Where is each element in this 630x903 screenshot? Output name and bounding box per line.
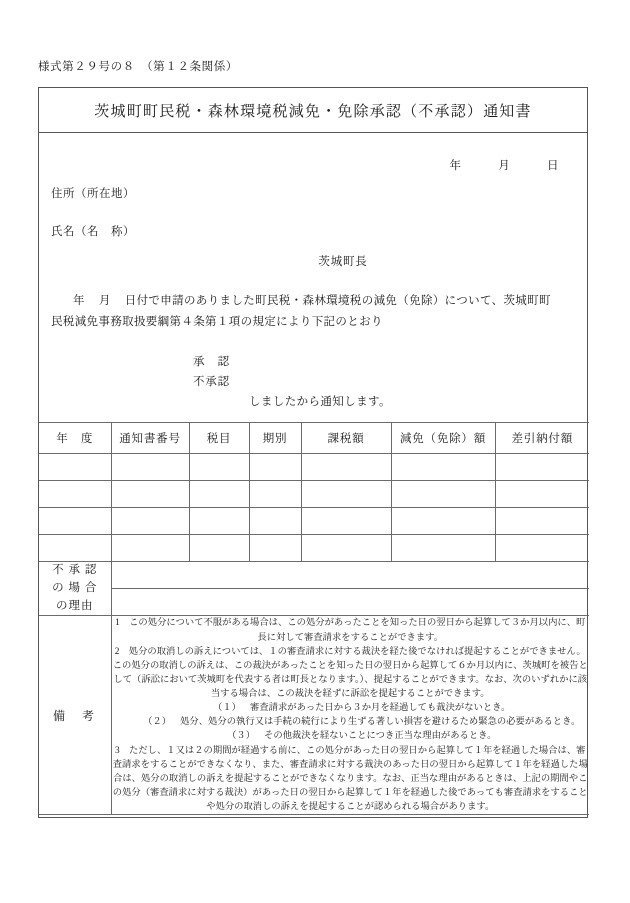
cell-notice-number[interactable]	[111, 481, 189, 508]
cell-net-payable[interactable]	[495, 454, 589, 481]
reason-label-line2: の 場 合	[52, 581, 98, 594]
document-frame	[38, 87, 588, 818]
body-region	[39, 157, 587, 412]
col-header-tax-amount: 課税額	[301, 423, 391, 454]
remarks-subitem-1	[112, 701, 590, 715]
date-line	[51, 157, 575, 173]
cell-tax-amount[interactable]	[301, 535, 391, 562]
tax-reduction-table	[39, 422, 589, 815]
cell-net-payable[interactable]	[495, 535, 589, 562]
body-month-label: 月	[98, 295, 111, 307]
cell-period[interactable]	[249, 535, 301, 562]
remarks-item-3	[112, 744, 590, 815]
remarks-item-3-number: 3	[115, 745, 120, 756]
col-header-tax-item: 税目	[189, 423, 249, 454]
col-header-period: 期別	[249, 423, 301, 454]
cell-tax-amount[interactable]	[301, 454, 391, 481]
remarks-subitem-1-text: 審査請求があった日から３か月を経過しても裁決がないとき。	[250, 703, 511, 714]
col-header-reduction-amount: 減免（免除）額	[391, 423, 495, 454]
cell-year[interactable]	[39, 508, 111, 535]
table-row	[39, 481, 589, 508]
remarks-content	[111, 616, 589, 815]
cell-reduction-amount[interactable]	[391, 508, 495, 535]
disapproval-reason-row	[39, 562, 589, 589]
cell-period[interactable]	[249, 508, 301, 535]
cell-period[interactable]	[249, 481, 301, 508]
disapproval-reason-row	[39, 589, 589, 616]
cell-year[interactable]	[39, 535, 111, 562]
cell-notice-number[interactable]	[111, 535, 189, 562]
remarks-subitem-3-text: その他裁決を経ないことにつき正当な理由があるとき。	[264, 731, 497, 742]
table-row	[39, 508, 589, 535]
col-header-notice-number: 通知書番号	[111, 423, 189, 454]
cell-tax-amount[interactable]	[301, 481, 391, 508]
remarks-item-2	[112, 645, 590, 702]
address-label: 住所（所在地）	[51, 188, 135, 200]
cell-reduction-amount[interactable]	[391, 535, 495, 562]
cell-reduction-amount[interactable]	[391, 481, 495, 508]
remarks-item-3-text: ただし、１又は２の期間が経過する前に、この処分があった日の翌日から起算して１年を経過した場合は、審査請求をすることができなくなり、また、審査請求に対する裁決のあった日の翌日から起算して１年を経過した場合は、処分の取消しの訴えを提起することができなくなります。なお、正当な理由があるときは、上記の期間やこの処分（審査請求に対する裁決）があった日の翌日から起算して１年を経過した後であっても審査請求をすることや処分の取消しの訴えを提起することが認められる場合があります。	[112, 745, 588, 813]
cell-net-payable[interactable]	[495, 508, 589, 535]
cell-tax-amount[interactable]	[301, 508, 391, 535]
cell-tax-item[interactable]	[189, 508, 249, 535]
page-title: 茨城町町民税・森林環境税減免・免除承認（不承認）通知書	[94, 103, 532, 120]
cell-tax-item[interactable]	[189, 535, 249, 562]
remarks-subitem-1-number: （１）	[213, 703, 241, 714]
cell-notice-number[interactable]	[111, 454, 189, 481]
disapproval-reason-value-2[interactable]	[111, 589, 589, 616]
remarks-item-1	[112, 616, 590, 644]
cell-tax-item[interactable]	[189, 481, 249, 508]
title-band	[39, 88, 587, 133]
cell-year[interactable]	[39, 481, 111, 508]
decision-closing: しましたから通知します。	[249, 395, 391, 408]
table-row	[39, 535, 589, 562]
remarks-item-2-text: 処分の取消しの訴えについては、１の審査請求に対する裁決を経た後でなければ提起することができません。この処分の取消しの訴えは、この裁決があったことを知った日の翌日から起算して６か月以内に、茨城町を被告として（訴訟において茨城町を代表する者は町長となります。）、提起することができます。なお、次のいずれかに該当する場合は、この裁決を経ずに訴訟を提起することができます。	[112, 646, 588, 700]
remarks-item-1-number: 1	[115, 618, 120, 629]
name-label: 氏名（名 称）	[51, 226, 135, 238]
cell-year[interactable]	[39, 454, 111, 481]
disapproval-reason-label	[39, 562, 111, 616]
decision-disapprove[interactable]: 不承認	[193, 375, 230, 388]
cell-notice-number[interactable]	[111, 508, 189, 535]
date-year-label: 年	[449, 160, 462, 172]
decision-approve[interactable]: 承 認	[193, 355, 230, 368]
remarks-subitem-3	[112, 729, 590, 743]
col-header-net-payable: 差引納付額	[495, 423, 589, 454]
date-month-label: 月	[498, 160, 511, 172]
remarks-label: 備 考	[39, 616, 111, 815]
remarks-subitem-3-number: （３）	[227, 731, 256, 742]
issuer-name: 茨城町長	[318, 256, 368, 268]
cell-reduction-amount[interactable]	[391, 454, 495, 481]
cell-period[interactable]	[249, 454, 301, 481]
remarks-row	[39, 616, 589, 815]
col-header-year: 年 度	[39, 423, 111, 454]
reason-label-line3: の理由	[56, 599, 94, 612]
body-line2: 民税減免事務取扱要綱第４条第１項の規定により下記のとおり	[51, 316, 383, 329]
remarks-item-1-text: この処分について不服がある場合は、この処分があったことを知った日の翌日から起算して３か月以内に、町長に対して審査請求をすることができます。	[119, 618, 586, 643]
remarks-subitem-2-text: 処分、処分の執行又は手続の続行により生ずる著しい損害を避けるため緊急の必要があるとき。	[180, 717, 581, 728]
cell-net-payable[interactable]	[495, 481, 589, 508]
reason-label-line1: 不 承 認	[52, 564, 98, 576]
table-row	[39, 454, 589, 481]
body-paragraph	[51, 291, 575, 334]
form-number: 様式第２９号の８ （第１２条関係）	[38, 61, 238, 73]
table-header-row	[39, 423, 589, 454]
body-line1: 日付で申請のありました町民税・森林環境税の減免（免除）について、茨城町町	[124, 295, 551, 307]
decision-block	[51, 352, 575, 412]
disapproval-reason-value-1[interactable]	[111, 562, 589, 589]
cell-tax-item[interactable]	[189, 454, 249, 481]
date-day-label: 日	[547, 160, 559, 172]
remarks-subitem-2	[112, 715, 590, 729]
remarks-item-2-number: 2	[114, 646, 120, 657]
body-year-label: 年	[73, 295, 85, 307]
remarks-subitem-2-number: （２）	[143, 717, 172, 728]
